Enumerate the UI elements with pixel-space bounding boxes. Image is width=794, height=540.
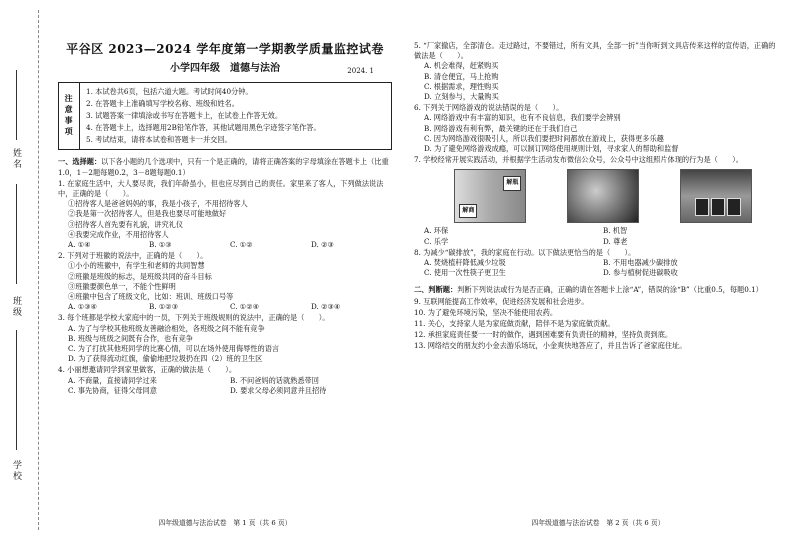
q4-options [58, 376, 392, 396]
q6-option-b: B. 网络游戏有利有弊，最关键的还在于我们自己 [424, 123, 578, 133]
binding-dashed-line [38, 10, 39, 530]
notice-item: 1. 本试卷共6页，包括六道大题。考试时间40分钟。 [86, 87, 253, 97]
judge-item: 13. 网络结交的朋友约小金去游乐场玩，小金爽快地答应了，并且告诉了爸家庭住址。 [414, 341, 687, 351]
name-label: 姓名 [11, 148, 21, 170]
q4-option-a: A. 不商量，直接请同学过来 [68, 375, 157, 385]
exam-date: 2024. 1 [347, 67, 374, 76]
q1-option-a: A. ①④ [68, 240, 91, 250]
q8-option-c: C. 使用一次性筷子更卫生 [424, 268, 506, 278]
q2-option-b: B. ①②③ [149, 302, 179, 312]
q2-item: ③班徽要颜色单一，不能个性鲜明 [68, 281, 176, 291]
q5-option-c: C. 根据需求，理性购买 [424, 81, 499, 91]
name-line [16, 70, 17, 140]
class-line [16, 330, 17, 450]
q1-item: ④我要完成作业，不用招待客人 [68, 229, 169, 239]
judge-item: 10. 为了避免环境污染，坚决不能使用农药。 [414, 307, 558, 317]
page-1 [58, 0, 392, 540]
page-1-footer: 四年级道德与法治试卷 第 1 页（共 6 页） [158, 518, 292, 527]
photo-sorting-signs [454, 169, 526, 223]
q2-option-d: D. ②③④ [311, 302, 341, 312]
q1-options [58, 240, 392, 250]
q5-option-d: D. 立刻参与，大量购买 [424, 92, 499, 102]
q1-item: ③招待客人首先要有礼貌，讲究礼仪 [68, 219, 184, 229]
notice-item: 5. 考试结束，请将本试卷和答题卡一并交回。 [86, 135, 232, 145]
q6-option-c: C. 因为网络游戏很吸引人，所以我们要把时间都放在游戏上，获得更多乐趣 [424, 133, 664, 143]
q7-option-b: B. 机智 [603, 226, 628, 236]
section-choice-heading [58, 157, 392, 177]
notice-item: 2. 在答题卡上准确填写学校名称、班级和姓名。 [86, 99, 239, 109]
photo-trash-bins [680, 169, 752, 223]
notice-box [58, 82, 392, 150]
class-label: 班级 [11, 296, 21, 318]
notice-item: 4. 在答题卡上，选择题用2B铅笔作答，其他试题用黑色字迹签字笔作答。 [86, 123, 321, 133]
q7-option-d: D. 尊老 [603, 236, 628, 246]
trash-bin [695, 198, 709, 216]
photo-students-planting [567, 169, 639, 223]
q8-option-d: D. 参与植树促进碳吸收 [603, 268, 678, 278]
section-judge-instructions: 判断下列说法或行为是否正确，正确的请在答题卡上涂“A”，错误的涂“B”（比重0.5，每题0.1） [457, 285, 763, 295]
question-3: 3. 每个班都是学校大家庭中的一员，下列关于班级规则的说法中，正确的是（ ）。 [58, 313, 330, 323]
judge-item: 9. 互联网能提高工作效率，促进经济发展和社会进步。 [414, 296, 589, 306]
photo-sign: 解商 [459, 204, 477, 218]
page-2-footer: 四年级道德与法治试卷 第 2 页（共 6 页） [531, 518, 665, 527]
section-choice-title: 一、选择题： [58, 157, 102, 167]
q6-option-d: D. 为了避免网络游戏成瘾，可以制订网络使用规则计划，寻求家人的帮助和监督 [424, 144, 679, 154]
section-judge [414, 285, 782, 351]
q6-options [414, 113, 782, 154]
q3-option-b: B. 班级与班级之间既有合作，也有竞争 [68, 333, 193, 343]
subject-title: 小学四年级 道德与法治 [170, 63, 280, 75]
question-4: 4. 小丽想邀请同学到家里做客，正确的做法是（ ）。 [58, 365, 237, 375]
section-choice-instructions: 以下各小题的几个选项中，只有一个是正确的，请将正确答案的字母填涂在答题卡上（比重1.0，1－2题每题0.2，3－8题每题0.1） [58, 157, 389, 177]
judge-item: 12. 承担家庭责任要一一时的做作，遇到困难要有负责任的精神，坚持负责到底。 [414, 330, 673, 340]
q2-option-a: A. ①③④ [68, 302, 98, 312]
section-judge-title: 二、判断题： [414, 285, 458, 295]
q1-option-c: C. ①② [230, 240, 253, 250]
question-2: 2. 下列对于班徽的说法中，正确的是（ ）。 [58, 251, 208, 261]
q6-option-a: A. 网络游戏中有丰富的知识，也有不良信息，我们要学会辨别 [424, 113, 621, 123]
binding-margin [0, 0, 52, 540]
q5-options [414, 61, 782, 102]
q7-option-c: C. 乐学 [424, 236, 449, 246]
q7-options [414, 226, 782, 246]
q5-option-a: A. 机会难得，赶紧购买 [424, 61, 499, 71]
notice-label: 注意事项 [59, 83, 80, 149]
q2-options [58, 302, 392, 312]
question-8: 8. 为减少“碳排放”，我的家庭在行动。以下做法更恰当的是（ ）。 [414, 247, 636, 257]
q3-option-c: C. 为了打扰其他班同学的比赛心情，可以在场外使用侮辱性的语言 [68, 344, 280, 354]
judge-item: 11. 关心，支持家人是为家庭做贡献，陪伴不是为家庭做贡献。 [414, 319, 615, 329]
name-line-lower [16, 184, 17, 284]
q4-option-d: D. 要求父母必须同意并且招待 [230, 385, 327, 395]
notice-list [80, 83, 391, 149]
section-judge-heading [414, 285, 782, 295]
school-label: 学校 [11, 460, 21, 482]
question-6: 6. 下列关于网络游戏的说法错误的是（ ）。 [414, 103, 564, 113]
notice-item: 3. 试题答案一律填涂或书写在答题卡上，在试卷上作答无效。 [86, 111, 283, 121]
q4-option-b: B. 不问爸妈的话就熟悉带回 [230, 375, 319, 385]
question-5: 5. “厂家撤店，全部清仓。走过路过，不要错过，所有文具，全部一折”当你听到文具店传来这样的宣传语，正确的做法是（ ）。 [414, 41, 776, 61]
q2-item: ①小小的班徽中，有学生和老师的共同智慧 [68, 261, 205, 271]
q7-photos [434, 169, 772, 223]
q3-option-d: D. 为了获得流动红旗，偷偷地把垃圾扔在四（2）班的卫生区 [68, 354, 263, 364]
q2-item: ②班徽是班级的标志，是班级共同的奋斗目标 [68, 271, 212, 281]
q2-option-c: C. ①②④ [230, 302, 260, 312]
section-choice [58, 157, 392, 396]
question-7: 7. 学校经常开展实践活动，并根据学生活动发布微信公众号，公众号中这组照片体现的行为是（ ）。 [414, 155, 743, 165]
q7-option-a: A. 环保 [424, 226, 449, 236]
q8-option-a: A. 焚烧植秆降低减少垃圾 [424, 258, 506, 268]
q1-option-b: B. ①③ [149, 240, 172, 250]
page-2 [414, 0, 782, 540]
exam-subtitle [58, 64, 392, 74]
q1-option-d: D. ②③ [311, 240, 334, 250]
trash-bin [727, 198, 741, 216]
q1-item: ②我是第一次招待客人，但是我也要尽可能地做好 [68, 209, 227, 219]
q5-option-b: B. 清仓便宜，马上抢购 [424, 71, 499, 81]
exam-title: 平谷区 2023—2024 学年度第一学期教学质量监控试卷 [66, 42, 384, 56]
trash-bin [711, 198, 725, 216]
photo-sign: 解瓶 [503, 176, 521, 190]
q8-options [414, 258, 782, 278]
question-1: 1. 在家庭生活中，大人要尽责，我们年龄虽小，但也应尽到自己的责任。家里来了客人，下列做法说法中，正确的是（ ）。 [58, 178, 384, 199]
q3-option-a: A. 为了与学校其他班级友善融洽相处，各班级之间不能有竞争 [68, 323, 265, 333]
q8-option-b: B. 不用电器减少碳排放 [603, 258, 678, 268]
q2-item: ④班徽中包含了班级文化，比如：班训、班级口号等 [68, 292, 234, 302]
q3-options [58, 324, 392, 365]
q1-item: ①招待客人是爸爸妈妈的事，我是小孩子，不用招待客人 [68, 199, 248, 209]
q4-option-c: C. 事先协商，征得父母同意 [68, 385, 157, 395]
